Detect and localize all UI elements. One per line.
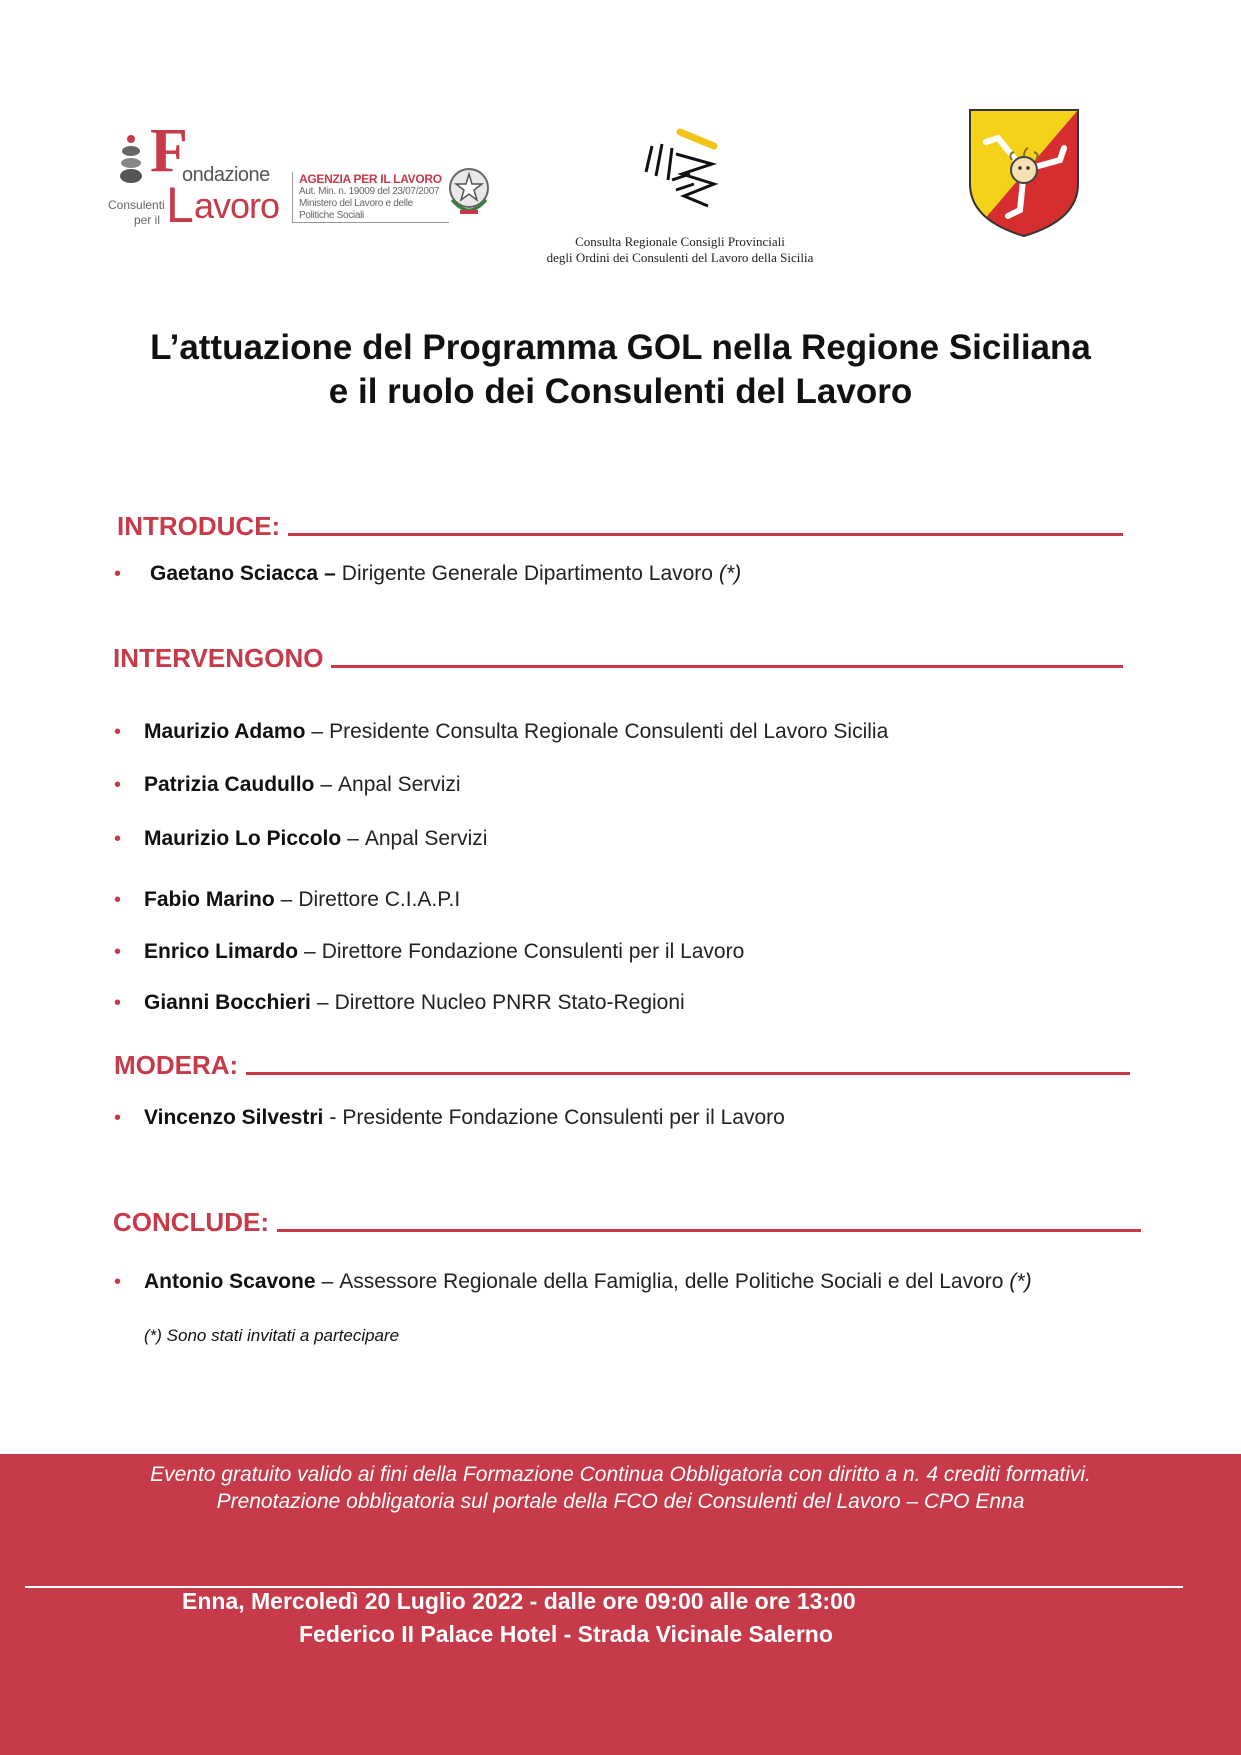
page-title	[60, 326, 1181, 414]
modera-label: MODERA:	[114, 1050, 239, 1080]
speaker-item-sciacca	[114, 562, 741, 586]
speaker-role: Direttore Fondazione Consulenti per il Lavoro	[321, 940, 745, 963]
bullet: •	[114, 721, 122, 743]
footer-booking-note: Prenotazione obbligatoria sul portale della FCO dei Consulenti del Lavoro – CPO Enna	[216, 1490, 1025, 1513]
speaker-role: Direttore C.I.A.P.I	[298, 888, 461, 911]
bullet: •	[114, 889, 122, 911]
logo-letter-f: F	[150, 117, 188, 185]
bullet: •	[114, 1107, 122, 1129]
speaker-item-lo-piccolo	[114, 827, 487, 851]
invited-mark: (*)	[1009, 1270, 1032, 1293]
section-modera-heading	[114, 1046, 1130, 1080]
agenzia-title: AGENZIA PER IL LAVORO	[299, 172, 442, 186]
footer-credits-note: Evento gratuito valido ai fini della Formazione Continua Obbligatoria con diritto a n. 4 crediti formativi.	[150, 1463, 1091, 1486]
title-line-1: L’attuazione del Programma GOL nella Regione Siciliana	[150, 328, 1091, 367]
speaker-item-limardo	[114, 940, 744, 964]
bullet: •	[114, 563, 122, 585]
separator: –	[311, 720, 324, 743]
speaker-role: Anpal Servizi	[338, 773, 461, 796]
section-rule	[277, 1229, 1141, 1232]
section-introduce-heading	[117, 507, 1123, 541]
separator: –	[320, 773, 333, 796]
agenzia-ministry: Ministero del Lavoro e delle Politiche Sociali	[299, 198, 413, 221]
separator: –	[324, 562, 336, 585]
separator: –	[347, 827, 359, 850]
bullet: •	[114, 828, 122, 850]
fondazione-lavoro-logo	[106, 117, 286, 236]
speaker-role: Dirigente Generale Dipartimento Lavoro	[341, 562, 713, 585]
introduce-label: INTRODUCE:	[117, 511, 281, 541]
speaker-item-marino	[114, 888, 460, 912]
bullet: •	[114, 992, 122, 1014]
speaker-name: Maurizio Lo Piccolo	[144, 827, 342, 850]
speaker-name: Maurizio Adamo	[144, 720, 306, 743]
speaker-role: Presidente Consulta Regionale Consulenti del Lavoro Sicilia	[329, 720, 889, 743]
italian-emblem-icon	[446, 160, 492, 222]
separator: -	[329, 1106, 337, 1129]
section-rule	[246, 1072, 1130, 1075]
conclude-label: CONCLUDE:	[113, 1207, 269, 1237]
speaker-role: Assessore Regionale della Famiglia, delle Politiche Sociali e del Lavoro	[339, 1270, 1004, 1293]
footer-band	[0, 1454, 1241, 1755]
speaker-role: Presidente Fondazione Consulenti per il Lavoro	[342, 1106, 785, 1129]
section-rule	[288, 533, 1123, 536]
speaker-name: Gianni Bocchieri	[144, 991, 311, 1014]
bullet: •	[114, 941, 122, 963]
consulta-regionale-logo	[520, 118, 840, 273]
speaker-item-scavone	[114, 1270, 1032, 1294]
separator: –	[321, 1270, 334, 1293]
section-intervengono-heading	[113, 639, 1123, 673]
logo-letter-l: L	[166, 177, 194, 233]
speaker-name: Vincenzo Silvestri	[144, 1106, 324, 1129]
speaker-item-silvestri	[114, 1106, 785, 1130]
title-line-2: e il ruolo dei Consulenti del Lavoro	[328, 372, 913, 411]
speaker-name: Enrico Limardo	[144, 940, 299, 963]
sicily-coat-of-arms-icon	[968, 108, 1080, 238]
separator: –	[316, 991, 329, 1014]
speaker-role: Anpal Servizi	[364, 827, 488, 850]
logo-consulenti-text: Consulenti per il	[108, 198, 165, 227]
section-rule	[331, 665, 1123, 668]
bullet: •	[114, 1271, 122, 1293]
intervengono-label: INTERVENGONO	[113, 643, 324, 673]
agenzia-authorization: Aut. Min. n. 19009 del 23/07/2007	[299, 186, 440, 197]
speaker-role: Direttore Nucleo PNRR Stato-Regioni	[334, 991, 685, 1014]
logo-word-ondazione: ondazione	[182, 164, 270, 186]
speaker-name: Fabio Marino	[144, 888, 275, 911]
event-venue: Federico II Palace Hotel - Strada Vicinale Salerno	[299, 1621, 833, 1647]
separator: –	[280, 888, 293, 911]
separator: –	[304, 940, 316, 963]
consulta-mark-icon	[632, 124, 722, 216]
section-conclude-heading	[113, 1203, 1141, 1237]
speaker-name: Patrizia Caudullo	[144, 773, 315, 796]
invited-mark: (*)	[718, 562, 742, 585]
speaker-item-bocchieri	[114, 991, 685, 1015]
agenzia-lavoro-logo	[292, 172, 449, 223]
speaker-item-caudullo	[114, 773, 461, 797]
bullet: •	[114, 774, 122, 796]
event-date-time: Enna, Mercoledì 20 Luglio 2022 - dalle ore 09:00 alle ore 13:00	[182, 1588, 856, 1614]
logo-word-avoro: avoro	[194, 185, 280, 226]
speaker-name: Antonio Scavone	[144, 1270, 316, 1293]
stones-icon	[120, 134, 142, 186]
consulta-name: Consulta Regionale Consigli Provinciali degli Ordini dei Consulenti del Lavoro della Sicilia	[546, 234, 814, 266]
invited-footnote: (*) Sono stati invitati a partecipare	[144, 1326, 400, 1345]
speaker-item-adamo	[114, 720, 888, 744]
speaker-name: Gaetano Sciacca	[150, 562, 319, 585]
